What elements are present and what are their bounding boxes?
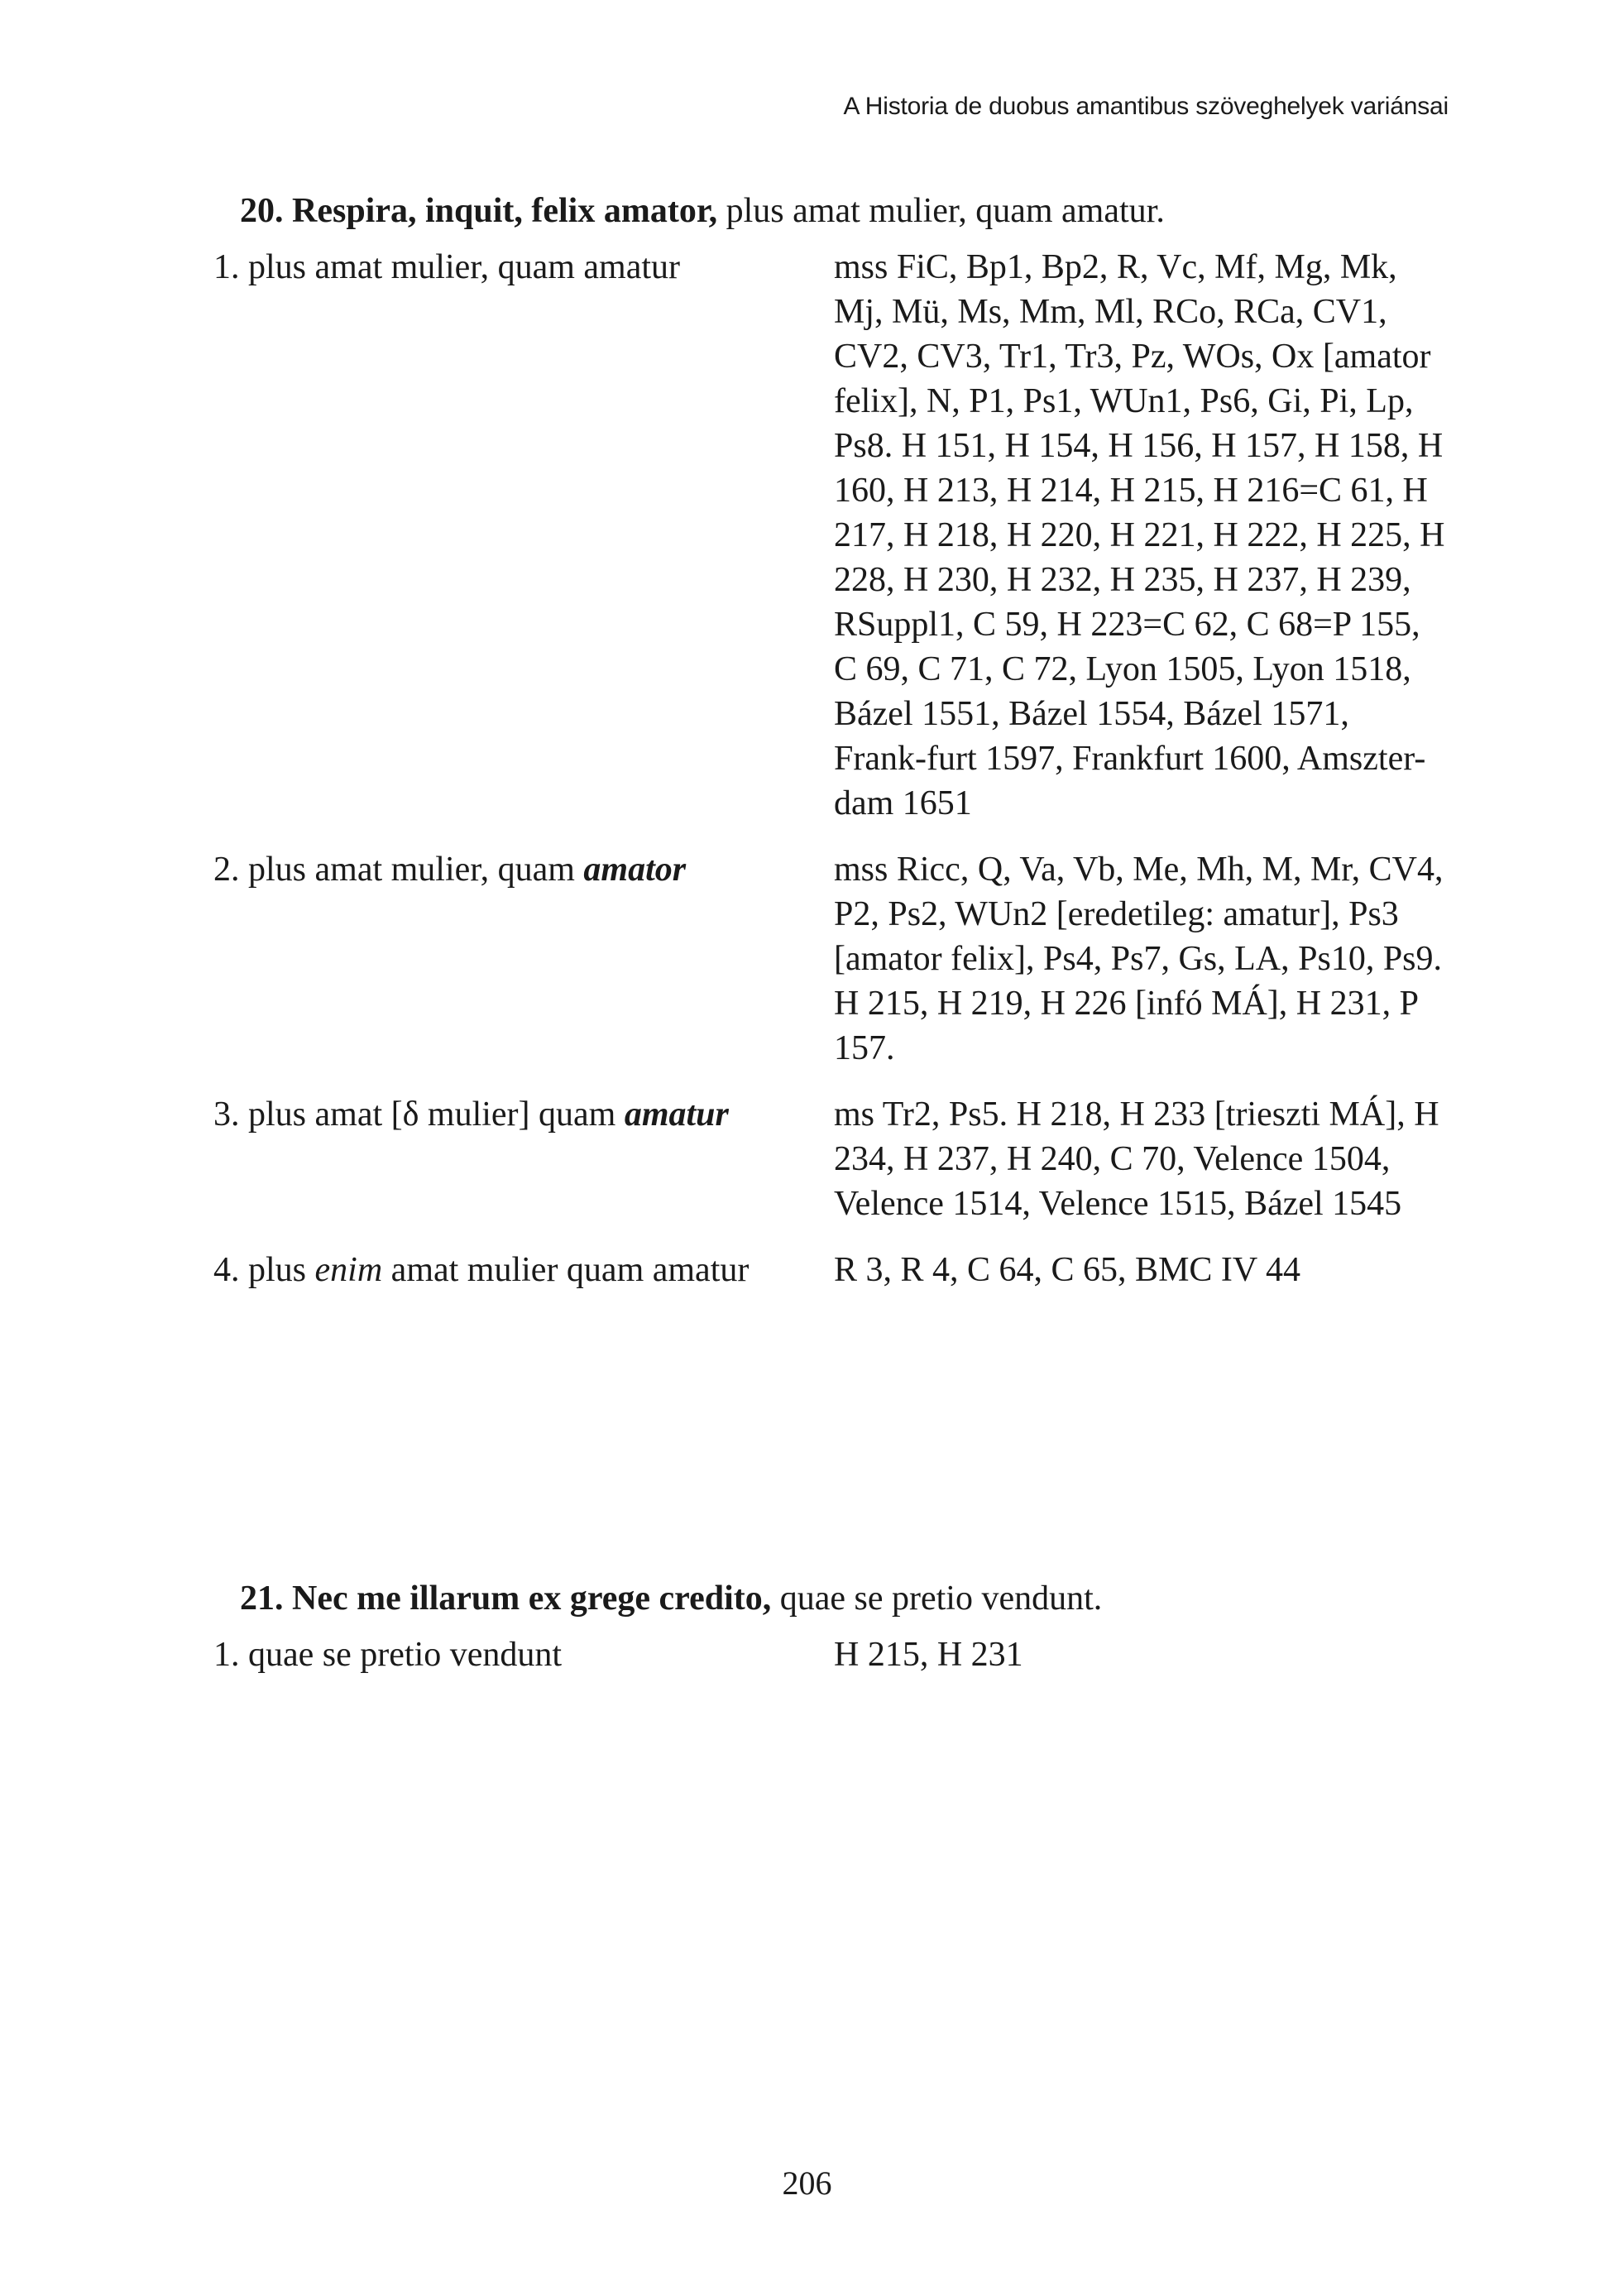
variant-reading — [213, 847, 834, 1071]
variant-row — [213, 1632, 1454, 1677]
variant-reading — [213, 1248, 834, 1292]
variant-reading — [213, 1632, 834, 1677]
variant-row — [213, 245, 1454, 826]
variant-row — [213, 1092, 1454, 1226]
section-lemma: 20. Respira, inquit, felix amator, — [240, 192, 718, 230]
variant-witnesses: mss Ricc, Q, Va, Vb, Me, Mh, M, Mr, CV4, P2, Ps2, WUn2 [eredetileg: amatur], Ps3 [amator felix], Ps4, Ps7, Gs, LA, Ps10, Ps9. H 215, H 219, H 226 [infó MÁ], H 231, P 157. — [834, 851, 1444, 1067]
variant-witnesses: R 3, R 4, C 64, C 65, BMC IV 44 — [834, 1251, 1300, 1289]
section-heading — [240, 189, 1454, 233]
variant-witnesses: H 215, H 231 — [834, 1636, 1023, 1674]
reading-text: 4. plus — [213, 1251, 315, 1289]
running-header: A Historia de duobus amantibus szöveghelyek variánsai — [843, 93, 1449, 120]
section-lemma: 21. Nec me illarum ex grege credito, — [240, 1579, 772, 1618]
variant-row — [213, 1248, 1454, 1292]
reading-text: 3. plus amat [δ mulier] quam — [213, 1095, 625, 1134]
reading-variant-emphasis: enim — [314, 1251, 383, 1289]
variant-section — [213, 1576, 1454, 1699]
variant-reading — [213, 1092, 834, 1226]
page-number: 206 — [782, 2164, 832, 2202]
section-lemma-continuation: plus amat mulier, quam amatur. — [717, 192, 1165, 230]
reading-text: amat mulier quam amatur — [382, 1251, 750, 1289]
variant-reading — [213, 245, 834, 826]
variant-witnesses: ms Tr2, Ps5. H 218, H 233 [trieszti MÁ], H 234, H 237, H 240, C 70, Velence 1504, Velence 1514, Velence 1515, Bázel 1545 — [834, 1095, 1439, 1223]
section-heading — [240, 1576, 1454, 1621]
variant-witnesses: mss FiC, Bp1, Bp2, R, Vc, Mf, Mg, Mk, Mj, Mü, Ms, Mm, Ml, RCo, RCa, CV1, CV2, CV3, Tr1, Tr3, Pz, WOs, Ox [amator felix], N, P1, Ps1, WUn1, Ps6, Gi, Pi, Lp, Ps8. H 151, H 154, H 156, H 157, H 158, H 160, H 213, H 214, H 215, H 216=C 61, H 217, H 218, H 220, H 221, H 222, H 225, H 228, H 230, H 232, H 235, H 237, H 239, RSuppl1, C 59, H 223=C 62, C 68=P 155, C 69, C 71, C 72, Lyon 1505, Lyon 1518, Bázel 1551, Bázel 1554, Bázel 1571, Frank-furt 1597, Frankfurt 1600, Amszter-dam 1651 — [834, 248, 1445, 822]
variant-section — [213, 189, 1454, 1314]
variant-row — [213, 847, 1454, 1071]
reading-variant-emphasis: amatur — [624, 1095, 729, 1134]
reading-variant-emphasis: amator — [583, 851, 687, 889]
reading-text: 1. plus amat mulier, quam amatur — [213, 248, 681, 286]
reading-text: 1. quae se pretio vendunt — [213, 1636, 563, 1674]
reading-text: 2. plus amat mulier, quam — [213, 851, 584, 889]
section-lemma-continuation: quae se pretio vendunt. — [771, 1579, 1103, 1618]
